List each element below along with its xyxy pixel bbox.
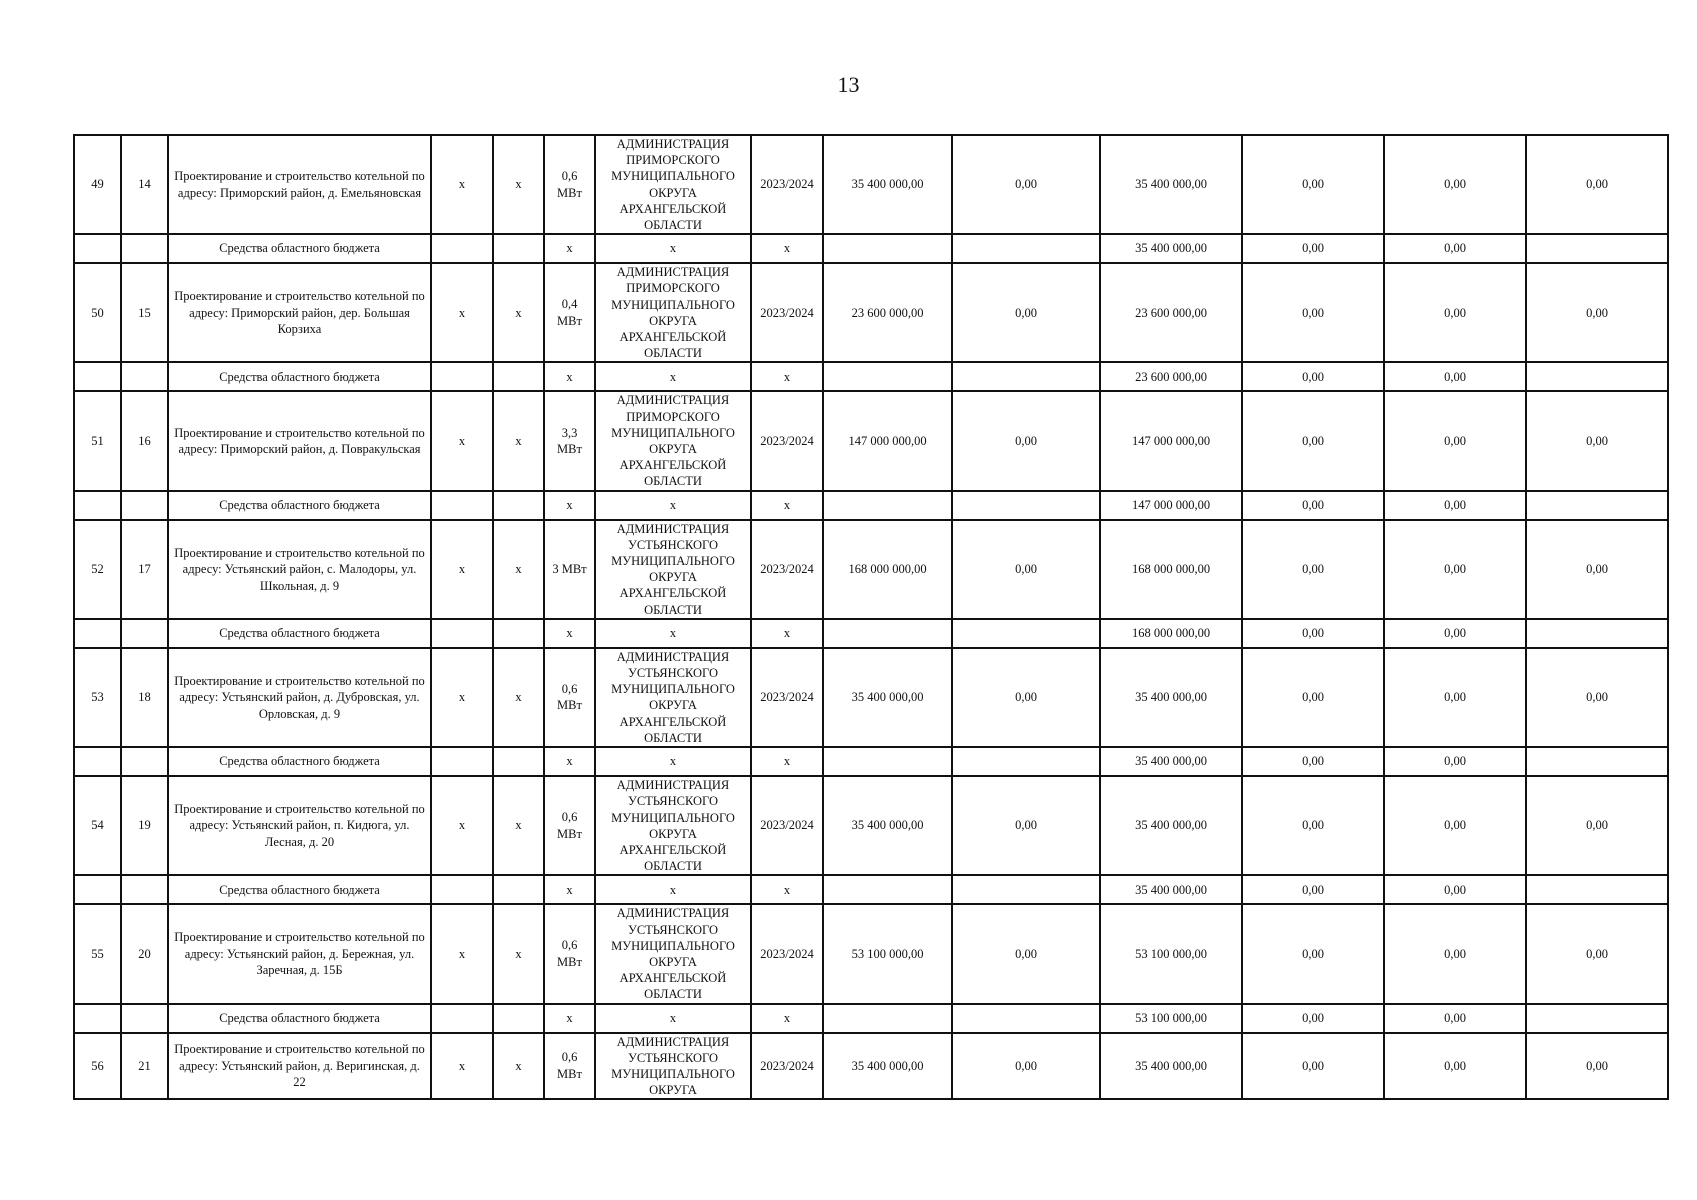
x-mark: x [751, 491, 823, 520]
x-mark: x [595, 1004, 751, 1033]
table-row [74, 263, 1668, 362]
empty-cell [74, 1004, 121, 1033]
funding-row [74, 747, 1668, 776]
table-row [74, 520, 1668, 619]
x-mark: x [595, 491, 751, 520]
amount: 0,00 [1526, 263, 1668, 362]
empty-cell [431, 875, 493, 904]
amount: 0,00 [952, 648, 1100, 747]
project-name: Проектирование и строительство котельной по адресу: Устьянский район, д. Веригинская, д. 22 [168, 1033, 431, 1100]
amount: 0,00 [1526, 520, 1668, 619]
amount: 0,00 [952, 904, 1100, 1003]
empty-cell [823, 234, 952, 263]
amount: 0,00 [1384, 776, 1526, 875]
row-subnumber: 20 [121, 904, 168, 1003]
organization: АДМИНИСТРАЦИЯ ПРИМОРСКОГО МУНИЦИПАЛЬНОГО ОКРУГА АРХАНГЕЛЬСКОЙ ОБЛАСТИ [595, 263, 751, 362]
amount: 0,00 [1242, 619, 1384, 648]
empty-cell [121, 491, 168, 520]
x-mark: x [493, 776, 544, 875]
amount: 0,00 [1242, 263, 1384, 362]
x-mark: x [595, 875, 751, 904]
period: 2023/2024 [751, 776, 823, 875]
empty-cell [121, 1004, 168, 1033]
row-number: 54 [74, 776, 121, 875]
x-mark: x [493, 135, 544, 234]
x-mark: x [751, 362, 823, 391]
x-mark: x [431, 1033, 493, 1100]
project-name: Проектирование и строительство котельной по адресу: Устьянский район, п. Кидюга, ул. Лесная, д. 20 [168, 776, 431, 875]
empty-cell [1526, 619, 1668, 648]
amount: 0,00 [1526, 391, 1668, 490]
x-mark: x [493, 904, 544, 1003]
amount: 0,00 [1384, 520, 1526, 619]
funding-row [74, 619, 1668, 648]
amount: 35 400 000,00 [1100, 1033, 1242, 1100]
empty-cell [74, 362, 121, 391]
empty-cell [431, 234, 493, 263]
funding-row [74, 1004, 1668, 1033]
amount: 0,00 [952, 520, 1100, 619]
row-number: 52 [74, 520, 121, 619]
x-mark: x [431, 263, 493, 362]
x-mark: x [751, 747, 823, 776]
empty-cell [952, 747, 1100, 776]
empty-cell [823, 491, 952, 520]
x-mark: x [751, 619, 823, 648]
empty-cell [493, 491, 544, 520]
x-mark: x [751, 875, 823, 904]
amount: 0,00 [1384, 135, 1526, 234]
amount: 53 100 000,00 [1100, 1004, 1242, 1033]
funding-source: Средства областного бюджета [168, 491, 431, 520]
project-name: Проектирование и строительство котельной по адресу: Устьянский район, д. Дубровская, ул. Орловская, д. 9 [168, 648, 431, 747]
amount: 35 400 000,00 [1100, 648, 1242, 747]
x-mark: x [544, 491, 595, 520]
row-number: 56 [74, 1033, 121, 1100]
amount: 0,00 [1384, 234, 1526, 263]
amount: 0,00 [952, 1033, 1100, 1100]
funding-source: Средства областного бюджета [168, 1004, 431, 1033]
table-row [74, 1033, 1668, 1100]
amount: 0,00 [1242, 648, 1384, 747]
capacity: 0,6 МВт [544, 776, 595, 875]
amount: 0,00 [1242, 904, 1384, 1003]
x-mark: x [431, 391, 493, 490]
empty-cell [121, 362, 168, 391]
empty-cell [1526, 491, 1668, 520]
amount: 0,00 [1526, 904, 1668, 1003]
amount: 0,00 [1242, 1033, 1384, 1100]
project-name: Проектирование и строительство котельной по адресу: Устьянский район, д. Бережная, ул. Заречная, д. 15Б [168, 904, 431, 1003]
project-name: Проектирование и строительство котельной по адресу: Устьянский район, с. Малодоры, ул. Школьная, д. 9 [168, 520, 431, 619]
row-subnumber: 19 [121, 776, 168, 875]
empty-cell [431, 619, 493, 648]
empty-cell [1526, 875, 1668, 904]
amount: 35 400 000,00 [1100, 875, 1242, 904]
organization: АДМИНИСТРАЦИЯ УСТЬЯНСКОГО МУНИЦИПАЛЬНОГО ОКРУГА АРХАНГЕЛЬСКОЙ ОБЛАСТИ [595, 520, 751, 619]
x-mark: x [544, 619, 595, 648]
total-cost: 35 400 000,00 [823, 776, 952, 875]
project-name: Проектирование и строительство котельной по адресу: Приморский район, дер. Большая Корзиха [168, 263, 431, 362]
x-mark: x [595, 362, 751, 391]
empty-cell [823, 875, 952, 904]
amount: 0,00 [1242, 776, 1384, 875]
amount: 0,00 [1242, 875, 1384, 904]
period: 2023/2024 [751, 391, 823, 490]
project-name: Проектирование и строительство котельной по адресу: Приморский район, д. Повракульская [168, 391, 431, 490]
period: 2023/2024 [751, 263, 823, 362]
amount: 0,00 [1242, 135, 1384, 234]
row-number: 55 [74, 904, 121, 1003]
amount: 0,00 [1242, 362, 1384, 391]
empty-cell [121, 747, 168, 776]
x-mark: x [431, 520, 493, 619]
amount: 147 000 000,00 [1100, 391, 1242, 490]
empty-cell [952, 491, 1100, 520]
amount: 35 400 000,00 [1100, 776, 1242, 875]
empty-cell [1526, 234, 1668, 263]
amount: 0,00 [1384, 362, 1526, 391]
row-subnumber: 18 [121, 648, 168, 747]
x-mark: x [544, 747, 595, 776]
total-cost: 147 000 000,00 [823, 391, 952, 490]
amount: 35 400 000,00 [1100, 234, 1242, 263]
funding-row [74, 234, 1668, 263]
table-row [74, 776, 1668, 875]
empty-cell [431, 1004, 493, 1033]
x-mark: x [493, 1033, 544, 1100]
funding-row [74, 362, 1668, 391]
empty-cell [952, 619, 1100, 648]
amount: 0,00 [1384, 391, 1526, 490]
funding-row [74, 491, 1668, 520]
x-mark: x [595, 619, 751, 648]
empty-cell [952, 234, 1100, 263]
amount: 0,00 [1526, 648, 1668, 747]
x-mark: x [544, 234, 595, 263]
x-mark: x [595, 234, 751, 263]
empty-cell [431, 491, 493, 520]
x-mark: x [493, 263, 544, 362]
table-row [74, 904, 1668, 1003]
capacity: 0,6 МВт [544, 1033, 595, 1100]
row-number: 51 [74, 391, 121, 490]
row-number: 49 [74, 135, 121, 234]
empty-cell [823, 362, 952, 391]
period: 2023/2024 [751, 904, 823, 1003]
empty-cell [74, 875, 121, 904]
empty-cell [74, 619, 121, 648]
funding-source: Средства областного бюджета [168, 747, 431, 776]
amount: 35 400 000,00 [1100, 747, 1242, 776]
row-subnumber: 17 [121, 520, 168, 619]
capacity: 0,4 МВт [544, 263, 595, 362]
table-row [74, 648, 1668, 747]
empty-cell [74, 234, 121, 263]
amount: 0,00 [1242, 491, 1384, 520]
row-subnumber: 15 [121, 263, 168, 362]
total-cost: 168 000 000,00 [823, 520, 952, 619]
amount: 0,00 [1242, 747, 1384, 776]
x-mark: x [493, 520, 544, 619]
amount: 168 000 000,00 [1100, 520, 1242, 619]
amount: 0,00 [1384, 1033, 1526, 1100]
amount: 0,00 [1384, 904, 1526, 1003]
empty-cell [823, 1004, 952, 1033]
x-mark: x [431, 135, 493, 234]
amount: 0,00 [1526, 1033, 1668, 1100]
amount: 0,00 [1384, 747, 1526, 776]
empty-cell [121, 234, 168, 263]
row-subnumber: 16 [121, 391, 168, 490]
capacity: 0,6 МВт [544, 648, 595, 747]
amount: 0,00 [1242, 234, 1384, 263]
budget-table [73, 134, 1669, 1100]
table-body [74, 135, 1668, 1099]
funding-source: Средства областного бюджета [168, 362, 431, 391]
empty-cell [121, 619, 168, 648]
amount: 168 000 000,00 [1100, 619, 1242, 648]
amount: 0,00 [1384, 875, 1526, 904]
x-mark: x [544, 875, 595, 904]
x-mark: x [493, 391, 544, 490]
amount: 0,00 [1242, 520, 1384, 619]
page-number: 13 [837, 72, 860, 97]
x-mark: x [751, 234, 823, 263]
amount: 147 000 000,00 [1100, 491, 1242, 520]
x-mark: x [431, 904, 493, 1003]
total-cost: 53 100 000,00 [823, 904, 952, 1003]
period: 2023/2024 [751, 520, 823, 619]
total-cost: 35 400 000,00 [823, 648, 952, 747]
x-mark: x [493, 648, 544, 747]
x-mark: x [595, 747, 751, 776]
row-number: 53 [74, 648, 121, 747]
amount: 0,00 [1384, 648, 1526, 747]
organization: АДМИНИСТРАЦИЯ УСТЬЯНСКОГО МУНИЦИПАЛЬНОГО ОКРУГА АРХАНГЕЛЬСКОЙ ОБЛАСТИ [595, 904, 751, 1003]
organization: АДМИНИСТРАЦИЯ УСТЬЯНСКОГО МУНИЦИПАЛЬНОГО ОКРУГА АРХАНГЕЛЬСКОЙ ОБЛАСТИ [595, 776, 751, 875]
empty-cell [823, 747, 952, 776]
x-mark: x [431, 648, 493, 747]
empty-cell [1526, 747, 1668, 776]
empty-cell [74, 491, 121, 520]
total-cost: 35 400 000,00 [823, 1033, 952, 1100]
funding-source: Средства областного бюджета [168, 619, 431, 648]
table-row [74, 391, 1668, 490]
period: 2023/2024 [751, 1033, 823, 1100]
funding-row [74, 875, 1668, 904]
organization: АДМИНИСТРАЦИЯ УСТЬЯНСКОГО МУНИЦИПАЛЬНОГО ОКРУГА АРХАНГЕЛЬСКОЙ ОБЛАСТИ [595, 648, 751, 747]
row-subnumber: 21 [121, 1033, 168, 1100]
organization: АДМИНИСТРАЦИЯ УСТЬЯНСКОГО МУНИЦИПАЛЬНОГО ОКРУГА [595, 1033, 751, 1100]
capacity: 3,3 МВт [544, 391, 595, 490]
total-cost: 35 400 000,00 [823, 135, 952, 234]
amount: 0,00 [1384, 619, 1526, 648]
empty-cell [74, 747, 121, 776]
capacity: 0,6 МВт [544, 135, 595, 234]
x-mark: x [544, 362, 595, 391]
organization: АДМИНИСТРАЦИЯ ПРИМОРСКОГО МУНИЦИПАЛЬНОГО ОКРУГА АРХАНГЕЛЬСКОЙ ОБЛАСТИ [595, 391, 751, 490]
empty-cell [121, 875, 168, 904]
funding-source: Средства областного бюджета [168, 234, 431, 263]
row-subnumber: 14 [121, 135, 168, 234]
amount: 0,00 [1526, 776, 1668, 875]
empty-cell [952, 1004, 1100, 1033]
table-row [74, 135, 1668, 234]
row-number: 50 [74, 263, 121, 362]
empty-cell [493, 619, 544, 648]
empty-cell [493, 747, 544, 776]
amount: 0,00 [1384, 263, 1526, 362]
empty-cell [493, 234, 544, 263]
amount: 53 100 000,00 [1100, 904, 1242, 1003]
amount: 0,00 [1384, 491, 1526, 520]
funding-source: Средства областного бюджета [168, 875, 431, 904]
empty-cell [493, 1004, 544, 1033]
total-cost: 23 600 000,00 [823, 263, 952, 362]
amount: 0,00 [1384, 1004, 1526, 1033]
empty-cell [431, 747, 493, 776]
amount: 0,00 [952, 776, 1100, 875]
x-mark: x [431, 776, 493, 875]
empty-cell [823, 619, 952, 648]
empty-cell [1526, 1004, 1668, 1033]
amount: 0,00 [1242, 391, 1384, 490]
x-mark: x [544, 1004, 595, 1033]
amount: 23 600 000,00 [1100, 362, 1242, 391]
empty-cell [493, 362, 544, 391]
amount: 35 400 000,00 [1100, 135, 1242, 234]
amount: 0,00 [1526, 135, 1668, 234]
empty-cell [493, 875, 544, 904]
project-name: Проектирование и строительство котельной по адресу: Приморский район, д. Емельяновская [168, 135, 431, 234]
amount: 23 600 000,00 [1100, 263, 1242, 362]
empty-cell [431, 362, 493, 391]
amount: 0,00 [1242, 1004, 1384, 1033]
capacity: 0,6 МВт [544, 904, 595, 1003]
organization: АДМИНИСТРАЦИЯ ПРИМОРСКОГО МУНИЦИПАЛЬНОГО ОКРУГА АРХАНГЕЛЬСКОЙ ОБЛАСТИ [595, 135, 751, 234]
capacity: 3 МВт [544, 520, 595, 619]
empty-cell [1526, 362, 1668, 391]
empty-cell [952, 875, 1100, 904]
period: 2023/2024 [751, 135, 823, 234]
amount: 0,00 [952, 135, 1100, 234]
period: 2023/2024 [751, 648, 823, 747]
amount: 0,00 [952, 263, 1100, 362]
x-mark: x [751, 1004, 823, 1033]
amount: 0,00 [952, 391, 1100, 490]
empty-cell [952, 362, 1100, 391]
